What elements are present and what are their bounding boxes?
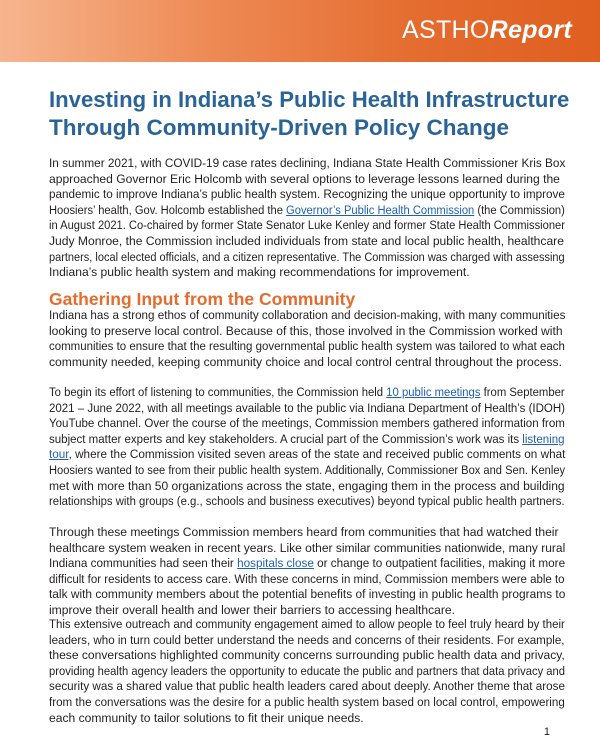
text-line: community needed, keeping community choice and local control central throughout the process. [49,354,562,369]
paragraph-healthcare-weaken [49,525,565,619]
text-run: or change to outpatient facilities, making it more [313,556,566,571]
text-run: To begin its effort of listening to communities, the Commission held [49,385,387,399]
section-heading: Gathering Input from the Community [49,289,356,309]
text-line [49,556,566,572]
text-line: met with more than 50 organizations across the state, engaging them in the process and building [49,478,565,493]
intro-paragraph [49,156,565,281]
listening-tour-link[interactable]: listening [522,431,565,446]
text-line: providing health agency leaders the opportunity to educate the public and partners that data privacy and [49,663,566,678]
text-line: Hoosiers wanted to see from their public health system. Additionally, Commissioner Box and Sen. Kenley [49,462,566,477]
text-line: pandemic to improve Indiana’s public health system. Recognizing the unique opportunity to improve [49,187,565,202]
text-run: subject matter experts and key stakeholders. A crucial part of the Commission’s work was its [49,431,523,446]
text-line: approached Governor Eric Holcomb with several options to leverage lessons learned during the [49,171,560,186]
paragraph-outreach [49,617,565,726]
text-line: This extensive outreach and community engagement aimed to allow people to feel truly heard by their [49,617,565,631]
text-line: difficult for residents to access care. With these concerns in mind, Commission members were able to [49,571,565,586]
page-title [49,86,569,142]
title-line: Through Community-Driven Policy Change [49,115,510,140]
text-line: Judy Monroe, the Commission included individuals from state and local public health, healthcare [49,233,564,248]
text-line: 2021 – June 2022, with all meetings available to the public via Indiana Department of Health’s (IDOH) [49,400,565,415]
public-meetings-link[interactable]: 10 public meetings [386,385,481,399]
text-line: communities to ensure that the resulting governmental public health system was tailored to what each [49,339,565,354]
text-line: Through these meetings Commission members heard from communities that had watched their [49,525,559,539]
governors-public-health-commission-link[interactable]: Governor’s Public Health Commission [286,202,475,217]
text-line: In summer 2021, with COVID-19 case rates declining, Indiana State Health Commissioner Kris Box [49,156,566,170]
text-line [49,431,565,448]
text-line: leaders, who in turn could better understand the needs and concerns of their residents. For example, [49,632,565,647]
text-line: from the conversations was the desire for a public health system based on local control, empowering [49,694,565,709]
text-line: partners, local elected officials, and a citizen representative. The Commission was charged with assessing [49,249,565,264]
text-line: talk with community members about the potential benefits of investing in public health programs to [49,587,566,602]
text-line: YouTube channel. Over the course of the meetings, Commission members gathered information from [49,416,565,431]
logo-suffix: Report [489,16,572,44]
text-run: (the Commission) [474,202,565,217]
text-line [49,447,566,463]
text-line: these conversations highlighted community concerns surrounding public health data and privacy, [49,648,565,663]
paragraph-listening [49,385,565,510]
text-run: Indiana communities had seen their [49,556,238,571]
title-line: Investing in Indiana’s Public Health Infrastructure [49,87,570,112]
text-line: relationships with groups (e.g., schools and business executives) beyond typical public health partners. [49,494,565,509]
listening-tour-link[interactable]: tour [49,447,69,462]
text-line: healthcare system weaken in recent years. Like other similar communities nationwide, many rural [49,540,566,555]
text-line: in August 2021. Co-chaired by former State Senator Luke Kenley and former State Health Commissioner [49,218,565,233]
astho-report-logo [402,15,572,45]
logo-prefix: ASTHO [402,16,490,44]
text-line: looking to preserve local control. Because of this, those involved in the Commission worked with [49,323,563,338]
text-line [49,385,565,401]
text-line: Indiana’s public health system and making recommendations for improvement. [49,265,470,280]
text-line [49,202,565,219]
paragraph-local-control [49,308,565,370]
text-line: each community to tailor solutions to fit their unique needs. [49,710,364,725]
hospitals-close-link[interactable]: hospitals close [237,556,314,571]
header-banner [0,0,600,62]
text-run: , where the Commission visited seven areas of the state and received public comments on what [68,447,566,462]
text-run: from September [480,385,565,399]
page-number: 1 [543,726,550,738]
text-line: improve their overall health and lower their barriers to accessing healthcare. [49,602,456,617]
text-line: security was a shared value that public health leaders cared about deeply. Another theme that arose [49,679,565,694]
text-line: Indiana has a strong ethos of community collaboration and decision-making, with many communities [49,308,566,322]
text-run: Hoosiers’ health, Gov. Holcomb established the [49,202,287,217]
